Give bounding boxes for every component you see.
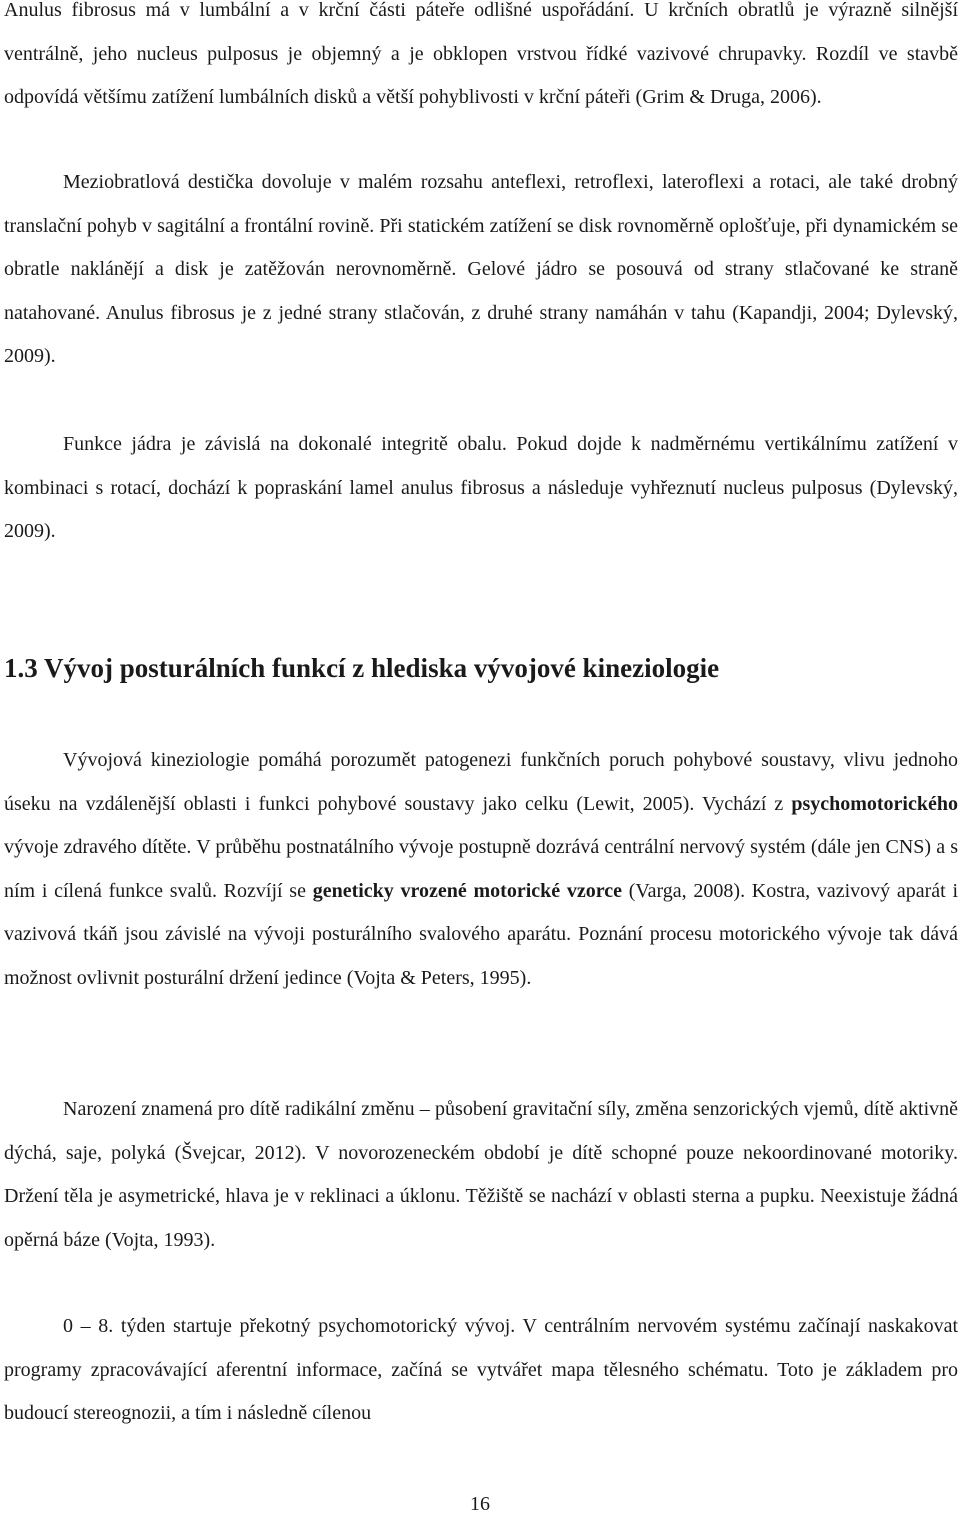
paragraph-meziobratlova-desticka (4, 161, 958, 379)
bold-term-psychomotorickeho: psychomotorického (791, 792, 958, 815)
paragraph-funkce-jadra (4, 423, 958, 554)
paragraph-anulus-fibrosus (4, 0, 958, 120)
paragraph-text: Funkce jádra je závislá na dokonalé integritě obalu. Pokud dojde k nadměrnému vertikálnímu zatížení v kombinaci s rotací, dochází k popraskání lamel anulus fibrosus a následuje vyhřeznutí nucleus pulposus (Dylevský, 2009). (4, 433, 958, 543)
paragraph-0-8-tyden (4, 1305, 958, 1436)
paragraph-text: 0 – 8. týden startuje překotný psychomotorický vývoj. V centrálním nervovém systému začínají naskakovat programy zpracovávající aferentní informace, začíná se vytvářet mapa tělesného schématu. Toto je základem pro budoucí stereognozii, a tím i následně cílenou (4, 1315, 958, 1425)
paragraph-narozeni (4, 1088, 958, 1262)
paragraph-text: Narození znamená pro dítě radikální změnu – působení gravitační síly, změna senzorických vjemů, dítě aktivně dýchá, saje, polyká (Švejcar, 2012). V novorozeneckém období je dítě schopné pouze nekoordinované motoriky. Držení těla je asymetrické, hlava je v reklinaci a úklonu. Těžiště se nachází v oblasti sterna a pupku. Neexistuje žádná opěrná báze (Vojta, 1993). (4, 1098, 958, 1251)
section-heading: 1.3 Vývoj posturálních funkcí z hlediska vývojové kineziologie (4, 653, 720, 683)
page-number: 16 (470, 1493, 490, 1515)
paragraph-text (4, 739, 958, 1001)
paragraph-vyvojova-kineziologie (4, 739, 958, 1001)
paragraph-text: Meziobratlová destička dovoluje v malém rozsahu anteflexi, retroflexi, lateroflexi a rotaci, ale také drobný translační pohyb v sagitální a frontální rovině. Při statickém zatížení se disk rovnoměrně oplošťuje, při dynamickém se obratle naklánějí a disk je zatěžován nerovnoměrně. Gelové jádro se posouvá od strany stlačované ke straně natahované. Anulus fibrosus je z jedné strany stlačován, z druhé strany namáhán v tahu (Kapandji, 2004; Dylevský, 2009). (4, 171, 958, 368)
text-run: (Varga, 2008). Kostra, vazivový aparát i vazivová tkáň jsou závislé na vývoji posturálního svalového aparátu. Poznání procesu motorického vývoje tak dává možnost ovlivnit posturální držení jedince (Vojta & Peters, 1995). (4, 879, 959, 989)
text-run: vývoje zdravého dítěte. V průběhu postnatálního vývoje postupně dozrává centrální nervový systém (dále jen CNS) a s ním i cílená funkce svalů. Rozvíjí se (4, 836, 958, 902)
bold-term-motoricke-vzorce: geneticky vrozené motorické vzorce (312, 879, 623, 902)
text-run: Vývojová kineziologie pomáhá porozumět patogenezi funkčních poruch pohybové soustavy, vlivu jednoho úseku na vzdálenější oblasti i funkci pohybové soustavy jako celku (Lewit, 2005). Vychází z (4, 749, 958, 815)
paragraph-text: Anulus fibrosus má v lumbální a v krční části páteře odlišné uspořádání. U krčních obratlů je výrazně silnější ventrálně, jeho nucleus pulposus je objemný a je obklopen vrstvou řídké vazivové chrupavky. Rozdíl ve stavbě odpovídá většímu zatížení lumbálních disků a větší pohyblivosti v krční páteři (Grim & Druga, 2006). (4, 0, 958, 109)
